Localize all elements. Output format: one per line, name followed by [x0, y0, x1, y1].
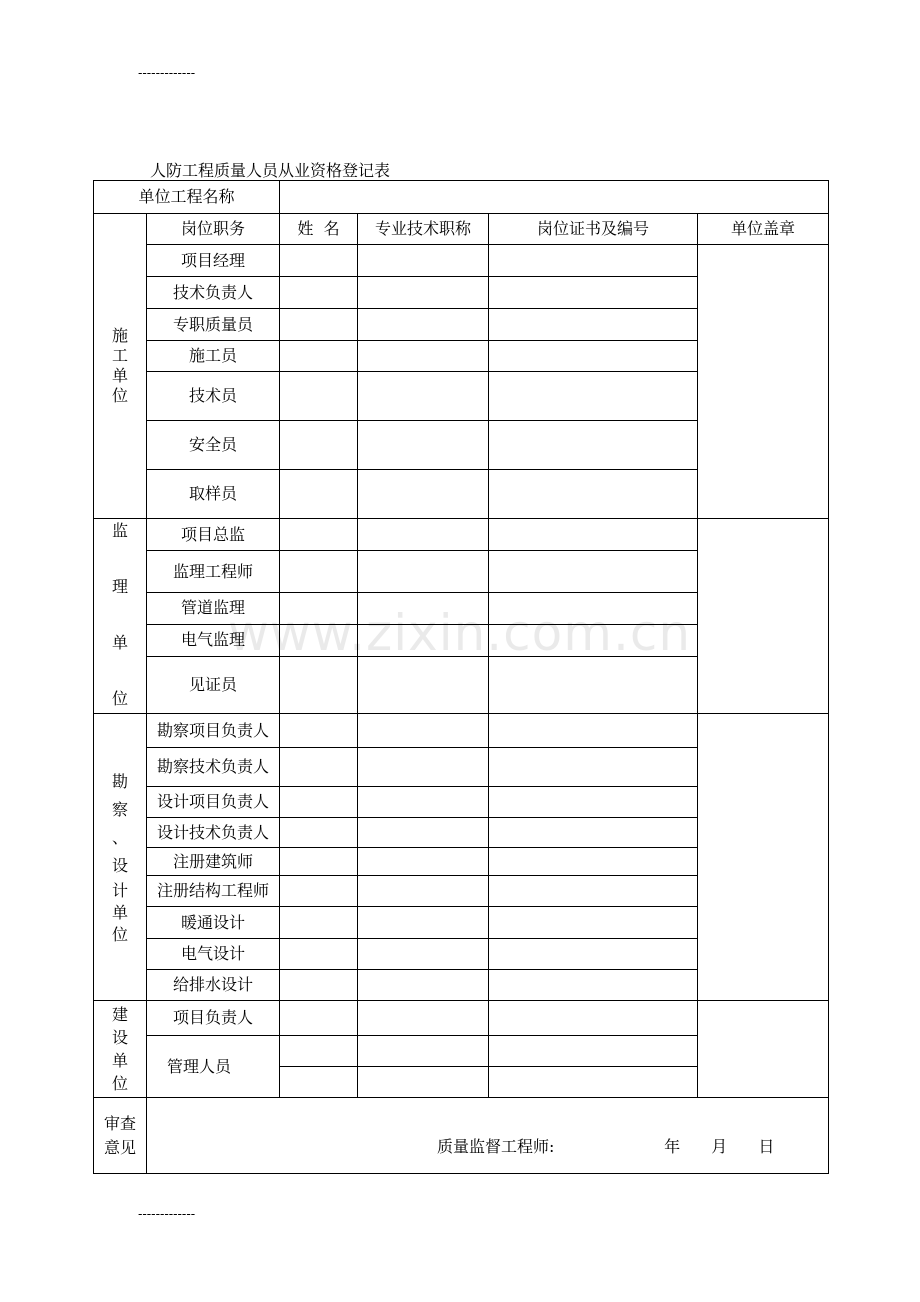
certificate-cell[interactable]	[489, 1036, 698, 1067]
role-label: 见证员	[147, 656, 280, 713]
role-label: 暖通设计	[147, 907, 280, 939]
name-cell[interactable]	[280, 876, 358, 907]
certificate-cell[interactable]	[489, 309, 698, 341]
role-label: 管理人员	[147, 1036, 280, 1098]
name-cell[interactable]	[280, 714, 358, 748]
certificate-cell[interactable]	[489, 519, 698, 551]
certificate-cell[interactable]	[489, 624, 698, 656]
certificate-cell[interactable]	[489, 939, 698, 970]
title-cell[interactable]	[358, 245, 489, 277]
title-cell[interactable]	[358, 470, 489, 519]
title-cell[interactable]	[358, 876, 489, 907]
role-label: 安全员	[147, 421, 280, 470]
title-cell[interactable]	[358, 551, 489, 593]
year-label: 年	[664, 1136, 681, 1156]
certificate-cell[interactable]	[489, 551, 698, 593]
certificate-cell[interactable]	[489, 656, 698, 713]
review-label: 审查 意见	[94, 1098, 147, 1174]
table-row	[94, 714, 829, 748]
role-label: 取样员	[147, 470, 280, 519]
role-label: 施工员	[147, 341, 280, 372]
name-cell[interactable]	[280, 748, 358, 787]
certificate-cell[interactable]	[489, 1067, 698, 1098]
title-cell[interactable]	[358, 714, 489, 748]
certificate-cell[interactable]	[489, 372, 698, 421]
certificate-cell[interactable]	[489, 787, 698, 818]
title-cell[interactable]	[358, 787, 489, 818]
role-label: 专职质量员	[147, 309, 280, 341]
certificate-cell[interactable]	[489, 277, 698, 309]
title-cell[interactable]	[358, 421, 489, 470]
name-cell[interactable]	[280, 656, 358, 713]
seal-cell-owner[interactable]	[698, 1001, 829, 1098]
role-label: 注册建筑师	[147, 848, 280, 876]
title-cell[interactable]	[358, 970, 489, 1001]
role-label: 注册结构工程师	[147, 876, 280, 907]
table-row	[94, 519, 829, 551]
day-label: 日	[758, 1136, 775, 1156]
form-title: 人防工程质量人员从业资格登记表	[150, 161, 391, 180]
title-cell[interactable]	[358, 624, 489, 656]
bottom-dash-line: -------------	[138, 1207, 196, 1222]
header-certificate: 岗位证书及编号	[489, 214, 698, 245]
title-cell[interactable]	[358, 593, 489, 624]
project-name-label: 单位工程名称	[94, 181, 280, 214]
top-dash-line: -------------	[138, 66, 196, 81]
name-cell[interactable]	[280, 1001, 358, 1036]
watermark: www.zixin.com.cn	[228, 604, 692, 662]
certificate-cell[interactable]	[489, 818, 698, 848]
section-supervision-label: 监 理 单 位	[94, 519, 147, 714]
certificate-cell[interactable]	[489, 970, 698, 1001]
name-cell[interactable]	[280, 593, 358, 624]
month-label: 月	[711, 1136, 728, 1156]
title-cell[interactable]	[358, 341, 489, 372]
header-title: 专业技术职称	[358, 214, 489, 245]
project-name-field[interactable]	[280, 181, 829, 214]
header-name: 姓 名	[280, 214, 358, 245]
certificate-cell[interactable]	[489, 848, 698, 876]
title-cell[interactable]	[358, 848, 489, 876]
header-row	[94, 214, 829, 245]
certificate-cell[interactable]	[489, 1001, 698, 1036]
title-cell[interactable]	[358, 748, 489, 787]
role-label: 技术员	[147, 372, 280, 421]
seal-cell-construction[interactable]	[698, 245, 829, 519]
certificate-cell[interactable]	[489, 714, 698, 748]
name-cell[interactable]	[280, 907, 358, 939]
header-position: 岗位职务	[147, 214, 280, 245]
title-cell[interactable]	[358, 372, 489, 421]
name-cell[interactable]	[280, 309, 358, 341]
certificate-cell[interactable]	[489, 341, 698, 372]
role-label: 管道监理	[147, 593, 280, 624]
role-label: 设计技术负责人	[147, 818, 280, 848]
role-label: 勘察项目负责人	[147, 714, 280, 748]
role-label: 设计项目负责人	[147, 787, 280, 818]
section-owner-label: 建 设 单 位	[94, 1001, 147, 1098]
name-cell[interactable]	[280, 1067, 358, 1098]
name-cell[interactable]	[280, 470, 358, 519]
name-cell[interactable]	[280, 624, 358, 656]
seal-cell-supervision[interactable]	[698, 519, 829, 714]
name-cell[interactable]	[280, 341, 358, 372]
role-label: 勘察技术负责人	[147, 748, 280, 787]
title-cell[interactable]	[358, 1001, 489, 1036]
role-label: 电气监理	[147, 624, 280, 656]
name-cell[interactable]	[280, 277, 358, 309]
title-cell[interactable]	[358, 818, 489, 848]
certificate-cell[interactable]	[489, 748, 698, 787]
name-cell[interactable]	[280, 421, 358, 470]
certificate-cell[interactable]	[489, 593, 698, 624]
role-label: 监理工程师	[147, 551, 280, 593]
table-row	[94, 245, 829, 277]
section-survey-design-label: 勘 察 、 设 计 单 位	[94, 714, 147, 1001]
name-cell[interactable]	[280, 245, 358, 277]
role-label: 技术负责人	[147, 277, 280, 309]
role-label: 项目负责人	[147, 1001, 280, 1036]
certificate-cell[interactable]	[489, 470, 698, 519]
certificate-cell[interactable]	[489, 245, 698, 277]
role-label: 项目经理	[147, 245, 280, 277]
name-cell[interactable]	[280, 519, 358, 551]
name-cell[interactable]	[280, 848, 358, 876]
name-cell[interactable]	[280, 787, 358, 818]
section-construction-label: 施 工 单 位	[94, 214, 147, 519]
title-cell[interactable]	[358, 907, 489, 939]
role-label: 给排水设计	[147, 970, 280, 1001]
title-cell[interactable]	[358, 1067, 489, 1098]
title-cell[interactable]	[358, 519, 489, 551]
seal-cell-survey-design[interactable]	[698, 714, 829, 1001]
name-cell[interactable]	[280, 818, 358, 848]
title-cell[interactable]	[358, 939, 489, 970]
certificate-cell[interactable]	[489, 907, 698, 939]
title-cell[interactable]	[358, 1036, 489, 1067]
registration-form-table	[93, 180, 829, 1174]
project-name-row	[94, 181, 829, 214]
title-cell[interactable]	[358, 309, 489, 341]
certificate-cell[interactable]	[489, 876, 698, 907]
review-opinion-field[interactable]	[147, 1098, 829, 1174]
certificate-cell[interactable]	[489, 421, 698, 470]
table-row	[94, 1001, 829, 1036]
role-label: 项目总监	[147, 519, 280, 551]
header-seal: 单位盖章	[698, 214, 829, 245]
name-cell[interactable]	[280, 372, 358, 421]
engineer-label: 质量监督工程师:	[437, 1136, 555, 1156]
name-cell[interactable]	[280, 970, 358, 1001]
name-cell[interactable]	[280, 551, 358, 593]
name-cell[interactable]	[280, 1036, 358, 1067]
title-cell[interactable]	[358, 277, 489, 309]
name-cell[interactable]	[280, 939, 358, 970]
role-label: 电气设计	[147, 939, 280, 970]
review-row	[94, 1098, 829, 1174]
title-cell[interactable]	[358, 656, 489, 713]
